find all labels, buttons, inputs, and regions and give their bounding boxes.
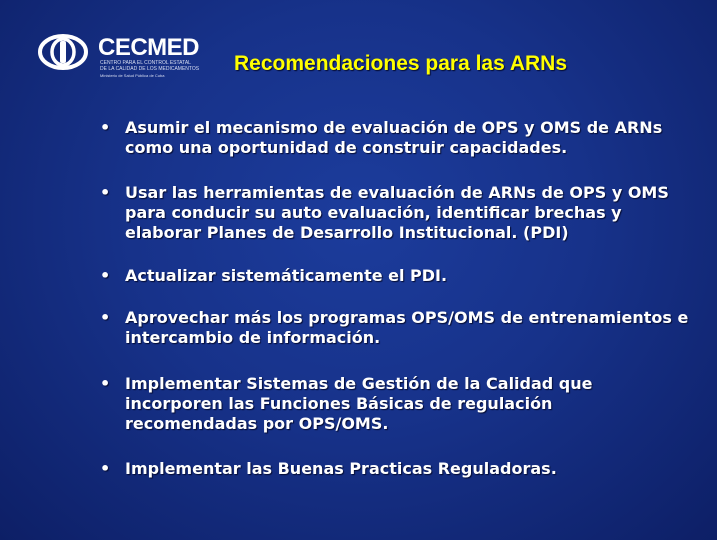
bullet-dot-icon: •	[100, 459, 111, 478]
bullet-item	[100, 118, 690, 158]
slide-title: Recomendaciones para las ARNs	[234, 52, 568, 75]
bullet-dot-icon: •	[100, 308, 111, 327]
logo-tagline-2: DE LA CALIDAD DE LOS MEDICAMENTOS	[100, 66, 200, 72]
logo-tagline-3: Ministerio de Salud Pública de Cuba	[100, 73, 165, 78]
bullet-text: Usar las herramientas de evaluación de ARNs de OPS y OMS para conducir su auto evaluación, identificar brechas y elaborar Planes de Desarrollo Institucional. (PDI)	[125, 183, 669, 242]
logo-name: CECMED	[98, 34, 200, 61]
bullet-item	[100, 459, 690, 479]
bullet-text: Asumir el mecanismo de evaluación de OPS y OMS de ARNs como una oportunidad de construir capacidades.	[125, 118, 663, 157]
cecmed-logo	[38, 30, 208, 82]
bullet-item	[100, 266, 690, 286]
bullet-item	[100, 183, 690, 243]
bullet-text: Implementar Sistemas de Gestión de la Calidad que incorporen las Funciones Básicas de regulación recomendadas por OPS/OMS.	[125, 374, 593, 433]
bullet-list	[100, 118, 690, 479]
bullet-dot-icon: •	[100, 374, 111, 393]
bullet-item	[100, 308, 690, 348]
eye-logo-icon	[38, 30, 92, 74]
logo-tagline-1: CENTRO PARA EL CONTROL ESTATAL	[100, 60, 191, 66]
bullet-dot-icon: •	[100, 266, 111, 285]
bullet-dot-icon: •	[100, 118, 111, 137]
bullet-text: Implementar las Buenas Practicas Reguladoras.	[125, 459, 557, 478]
bullet-item	[100, 374, 690, 434]
bullet-text: Actualizar sistemáticamente el PDI.	[125, 266, 448, 285]
bullet-text: Aprovechar más los programas OPS/OMS de entrenamientos e intercambio de información.	[125, 308, 689, 347]
bullet-dot-icon: •	[100, 183, 111, 202]
